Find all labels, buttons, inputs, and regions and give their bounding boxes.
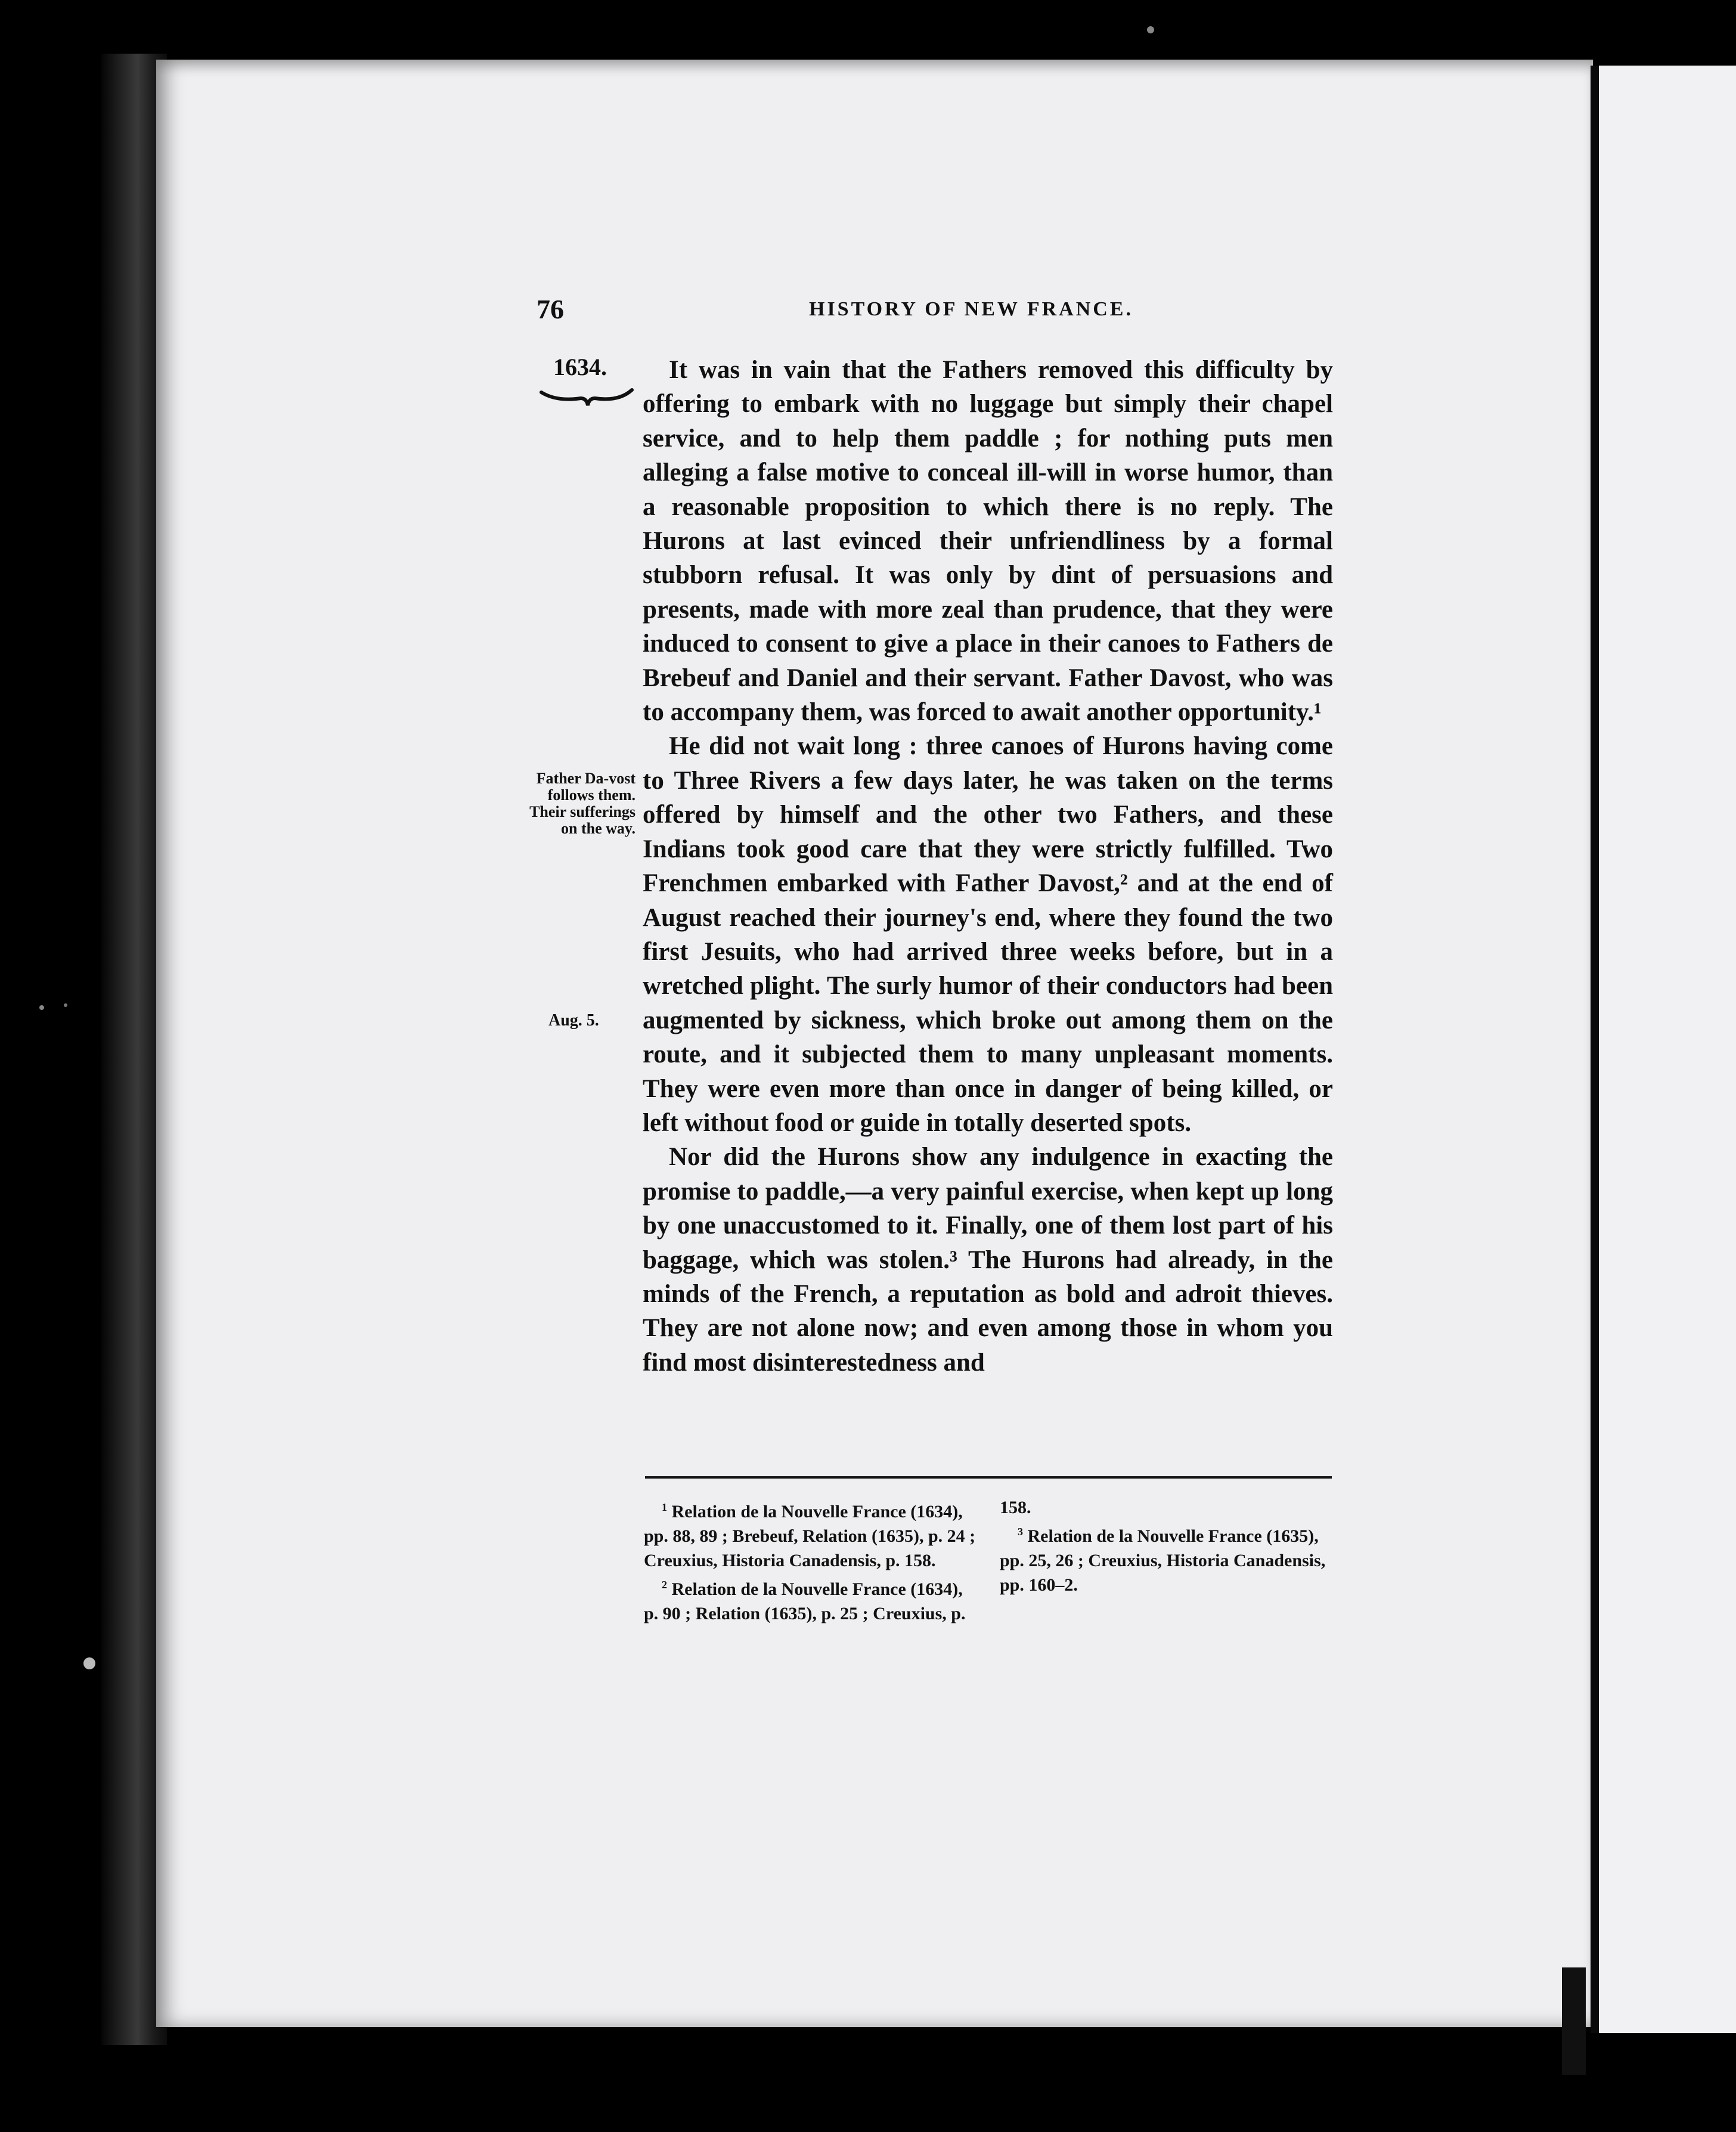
margin-date: Aug. 5. <box>548 1011 599 1030</box>
page-number: 76 <box>537 294 564 324</box>
paragraph: It was in vain that the Fathers removed this difficulty by offering to embark with no luggage but simply their chapel service, and to help them paddle ; for nothing puts men alleging a false motive to conceal ill-will in worse humor, than a reasonable proposition to which there is no reply. The Hurons at last evinced their unfriendliness by a formal stubborn refusal. It was only by dint of persuasions and presents, made with more zeal than prudence, that they were induced to consent to give a place in their canoes to Fathers de Brebeuf and Daniel and their servant. Father Davost, who was to accompany them, was forced to await another opportunity.¹ <box>643 356 1333 727</box>
paragraph: Nor did the Hurons show any indulgence in exacting the promise to paddle,—a very painful exercise, when kept up long by one unaccustomed to it. Finally, one of them lost part of his baggage, which was stolen.³ The Hurons had already, in the minds of the French, a reputation as bold and adroit thieves. They are not alone now; and even among those in whom you find most disinterestedness and <box>643 1143 1333 1377</box>
running-title: HISTORY OF NEW FRANCE. <box>809 298 1133 320</box>
margin-year: 1634. <box>553 354 607 380</box>
footnote-mark: 2 <box>662 1579 667 1591</box>
footnote-mark: 3 <box>1018 1526 1023 1538</box>
footnote-mark: 1 <box>662 1501 667 1513</box>
footnote-text: Relation de la Nouvelle France (1634), p. 90 ; Relation (1635), p. 25 ; Creuxius, p. 158. <box>644 1498 1031 1623</box>
footnote-text: Relation de la Nouvelle France (1635), pp. 25, 26 ; Creuxius, Historia Canadensis, pp. 160–2. <box>1000 1526 1326 1595</box>
footnote <box>1000 1520 1333 1597</box>
footnote-divider <box>645 1476 1332 1479</box>
main-text <box>643 353 1333 1380</box>
footnotes <box>644 1495 1333 1626</box>
footnote-text: Relation de la Nouvelle France (1634), pp. 88, 89 ; Brebeuf, Relation (1635), p. 24 ; Creuxius, Historia Canadensis, p. 158. <box>644 1502 976 1570</box>
paragraph: He did not wait long : three canoes of Hurons having come to Three Rivers a few days later, he was taken on the terms offered by himself and the other two Fathers, and these Indians took good care that they were strictly fulfilled. Two Frenchmen embarked with Father Davost,² and at the end of August reached their journey's end, where they found the two first Jesuits, who had arrived three weeks before, but in a wretched plight. The surly humor of their conductors had been augmented by sickness, which broke out among them on the route, and it subjected them to many unpleasant moments. They were even more than once in danger of being killed, or left without food or guide in totally deserted spots. <box>643 732 1333 1137</box>
marginal-note: Father Da-vost follows them. Their sufferings on the way. <box>529 770 636 837</box>
footnote <box>644 1495 977 1573</box>
next-page-edge <box>1591 66 1736 2033</box>
brace-ornament <box>539 386 634 408</box>
